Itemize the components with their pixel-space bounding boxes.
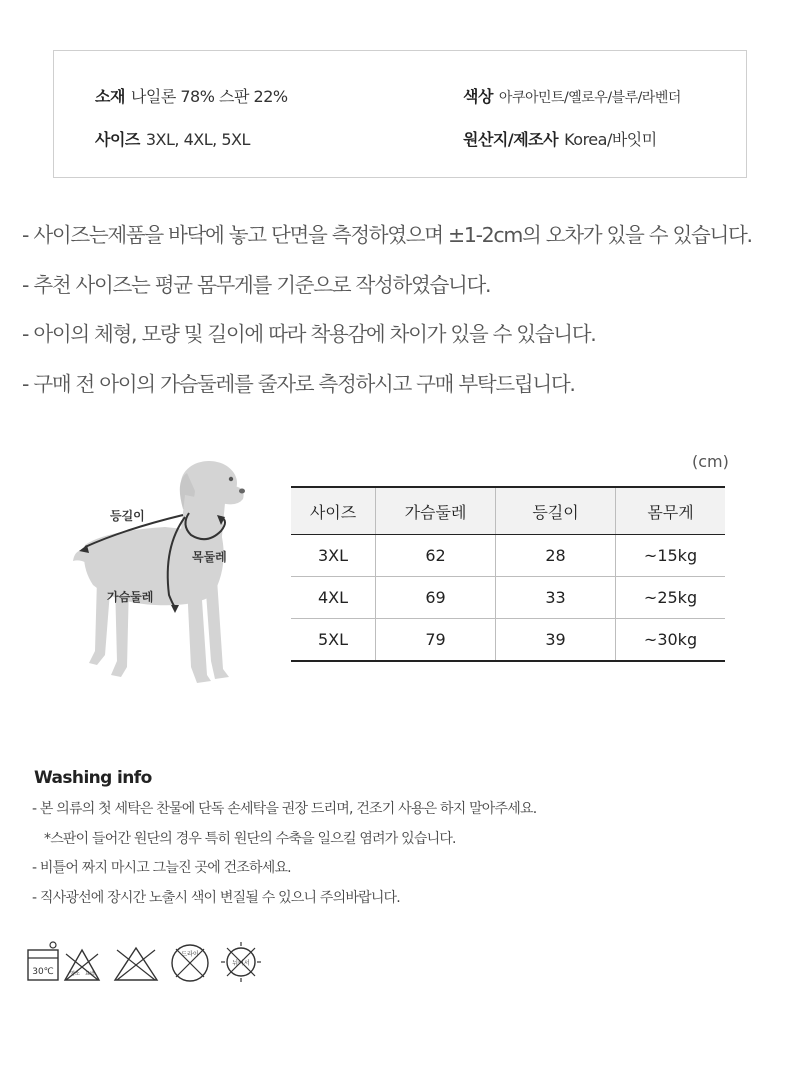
svg-text:드라이: 드라이 [181,951,199,958]
svg-text:표백: 표백 [85,971,95,977]
washing-line: - 직사광선에 장시간 노출시 색이 변질될 수 있으니 주의바랍니다. [32,889,400,906]
table-cell: 5XL [291,619,376,662]
note-line: - 아이의 체형, 모량 및 길이에 따라 착용감에 차이가 있을 수 있습니다. [22,322,596,346]
note-line: - 추천 사이즈는 평균 몸무게를 기준으로 작성하였습니다. [22,272,491,297]
table-cell: ~30kg [616,619,726,662]
spec-origin: 원산지/제조사 Korea/바잇미 [463,130,657,149]
spec-color: 색상 아쿠아민트/옐로우/블루/라벤더 [463,87,681,106]
washing-title: Washing info [34,768,152,788]
svg-text:염소: 염소 [70,971,80,977]
table-cell: 28 [496,535,616,577]
no-bleach-icon [63,938,101,984]
wash-temperature-icon [27,938,59,984]
table-cell: 3XL [291,535,376,577]
washing-line: *스판이 들어간 원단의 경우 특히 원단의 수축을 일으킬 염려가 있습니다. [44,830,456,847]
header-cell: 몸무게 [616,487,726,535]
note-line: - 사이즈는제품을 바닥에 놓고 단면을 측정하였으며 ±1-2cm의 오차가 있을 수 있습니다. [22,223,752,247]
table-cell: 62 [376,535,496,577]
spec-size: 사이즈 3XL, 4XL, 5XL [95,130,250,149]
table-cell: ~15kg [616,535,726,577]
header-cell: 가슴둘레 [376,487,496,535]
header-cell: 사이즈 [291,487,376,535]
spec-box [53,50,747,178]
table-cell: 33 [496,577,616,619]
table-cell: 4XL [291,577,376,619]
note-line: - 구매 전 아이의 가슴둘레를 줄자로 측정하시고 구매 부탁드립니다. [22,371,575,396]
size-notes [22,218,792,416]
dog-measurement-illustration [45,455,275,695]
table-row [291,577,725,619]
svg-text:30℃: 30℃ [32,967,54,977]
size-table [291,486,725,662]
table-row [291,619,725,662]
washing-line: - 본 의류의 첫 세탁은 찬물에 단독 손세탁을 권장 드리며, 건조기 사용은 하지 말아주세요. [32,801,537,817]
washing-line: - 비틀어 짜지 마시고 그늘진 곳에 건조하세요. [32,860,291,876]
unit-label: (cm) [692,452,729,471]
table-cell: 69 [376,577,496,619]
no-iron-icon [113,938,159,984]
table-row [291,535,725,577]
dog-label-neck: 목둘레 [192,550,227,564]
dog-label-back: 등길이 [110,509,145,523]
table-header-row [291,487,725,535]
svg-text:뉘어서: 뉘어서 [232,960,250,967]
header-cell: 등길이 [496,487,616,535]
table-cell: ~25kg [616,577,726,619]
table-cell: 79 [376,619,496,662]
no-dry-clean-icon [167,938,213,984]
dog-label-chest: 가슴둘레 [107,590,154,604]
washing-instructions [32,798,536,916]
table-cell: 39 [496,619,616,662]
spec-material: 소재 나일론 78% 스판 22% [95,87,288,106]
dry-flat-icon [219,938,263,984]
